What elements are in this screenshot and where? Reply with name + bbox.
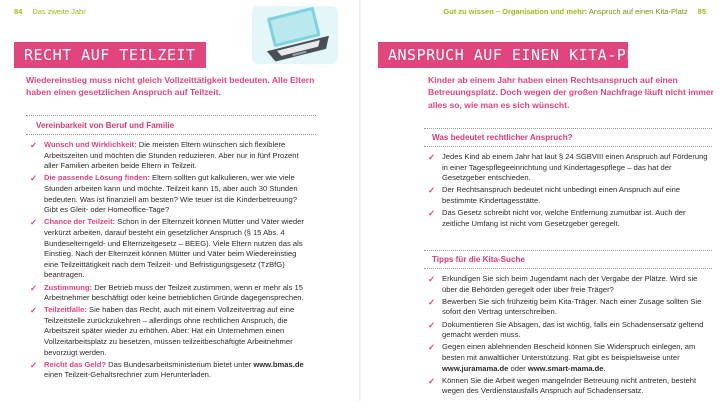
item-text: Jedes Kind ab einem Jahr hat laut § 24 SGBVIII einen Anspruch auf Förderung in einer Tagespflegeeinrichtung und Kindertagespflege – das hat der Gesetzgeber entschieden. — [442, 152, 708, 183]
item-text: Eltern sollten gut kalkulieren, wer wie viele Stunden arbeiten kann und möchte. Teilzeit kann 15, aber auch 30 Stunden bedeuten. Was ist finanziell am besten? Wie teuer ist die Kinderbetreuung? Gibt es Gleit- oder Homeoffice-Tage? — [44, 173, 298, 215]
check-icon: ✓ — [428, 274, 436, 284]
item-text: Gegen einen ablehnenden Bescheid können Sie Widerspruch einlegen, am besten mit anwaltlicher Unterstützung. Rat gibt es beispielsweise unter — [442, 342, 696, 362]
subheading: Tipps für die Kita-Suche — [432, 255, 525, 264]
item-label: Reicht das Geld? — [44, 359, 107, 369]
item-text: Die meisten Eltern wünschen sich flexiblere Arbeitszeiten und möchten die Stunden reduzieren. Aber nur in fünf Prozent aller Familien arbeiten beide Eltern in Teilzeit. — [44, 140, 299, 171]
divider — [424, 128, 712, 129]
item-label: Teilzeitfalle: — [44, 305, 87, 315]
page-number: 84 — [14, 7, 23, 16]
checklist — [30, 140, 312, 383]
header-section: Gut zu wissen – Organisation und mehr: — [443, 7, 588, 16]
checklist — [428, 274, 712, 399]
check-icon: ✓ — [428, 152, 436, 162]
list-item — [428, 152, 712, 184]
list-item — [30, 360, 312, 381]
check-icon: ✓ — [30, 282, 38, 293]
item-text: Schon in der Elternzeit können Mütter und Väter wieder verkürzt arbeiten, darauf besteht ein gesetzlicher Anspruch (§ 15 Abs. 4 Bundeselterngeld- und Elternzeitgesetz – BEEG). Viele Eltern nutzen das als Einstieg. Nach der Elternzeit können Mütter und Väter beim Wiedereinstieg eine Teilzeittätigkeit nach dem Teilzeit- und Befristigungsgesetz (TzBfG) beantragen. — [44, 217, 304, 280]
link-text[interactable]: www.juramama.de — [442, 363, 509, 373]
divider — [424, 250, 712, 251]
item-text: einen Teilzeit-Gehaltsrechner zum Herunterladen. — [44, 370, 212, 380]
right-page — [360, 0, 720, 401]
list-item — [30, 283, 312, 304]
header-title: Das zweite Jahr — [32, 7, 86, 16]
item-text: Dokumentieren Sie Absagen, das ist wichtig, falls ein Schadensersatz geltend gemacht werden muss. — [442, 319, 704, 340]
subheading: Was bedeutet rechtlicher Anspruch? — [432, 133, 573, 142]
check-icon: ✓ — [30, 217, 38, 228]
list-item — [428, 342, 712, 374]
item-text: Erkundigen Sie sich beim Jugendamt nach der Vergabe der Plätze. Wird sie über die Behörden geregelt oder über freie Träger? — [442, 274, 698, 294]
check-icon: ✓ — [428, 342, 436, 353]
divider — [26, 115, 316, 116]
check-icon: ✓ — [30, 359, 38, 370]
item-text: Sie haben das Recht, auch mit einem Vollzeitvertrag auf eine Teilzeitstelle zurückzukehren – allerdings ohne rechtlichen Anspruch, die Arbeitszeit später wieder zu erhöhen. Aber: Hat ein Unternehmen einen Vollzeitarbeitsplatz zu besetzen, müssen teilzeitbeschäftigte Arbeitnehmer bevorzugt werden. — [44, 305, 295, 357]
list-item — [428, 185, 712, 206]
item-text: Der Betrieb muss der Teilzeit zustimmen, wenn er mehr als 15 Arbeitnehmer beschäftigt oder keine betrieblichen Gründe dagegensprechen. — [44, 282, 304, 303]
left-page-header — [14, 7, 86, 16]
list-item — [30, 140, 312, 172]
section-banner: ANSPRUCH AUF EINEN KITA-PLATZ — [378, 42, 628, 68]
section-banner: RECHT AUF TEILZEIT — [14, 42, 206, 68]
item-text: Der Rechtsanspruch bedeutet nicht unbedingt einen Anspruch auf eine bestimmte Kindertagesstätte. — [442, 185, 681, 205]
check-icon: ✓ — [30, 140, 38, 150]
link-text[interactable]: www.smart-mama.de — [527, 363, 604, 373]
intro-text: Wiedereinstieg muss nicht gleich Vollzeittätigkeit bedeuten. Alle Eltern haben einen gesetzlichen Anspruch auf Teilzeit. — [26, 75, 315, 98]
intro-text: Kinder ab einem Jahr haben einen Rechtsanspruch auf einen Betreuungsplatz. Doch wegen der großen Nachfrage läuft nicht immer alles so, wie man es sich wünscht. — [428, 75, 715, 110]
list-item — [30, 217, 312, 281]
check-icon: ✓ — [428, 185, 436, 196]
list-item — [30, 173, 312, 215]
page-number: 85 — [697, 7, 706, 16]
link-text[interactable]: www.bmas.de — [253, 359, 304, 369]
item-label: Wunsch und Wirklichkeit: — [44, 140, 137, 149]
check-icon: ✓ — [428, 375, 436, 386]
list-item — [428, 297, 712, 318]
right-page-header — [443, 7, 706, 16]
check-icon: ✓ — [428, 319, 436, 330]
item-text: . — [603, 363, 606, 373]
item-text: Bewerben Sie sich frühzeitig beim Kita-Träger. Nach einer Zusage sollten Sie sofort den Vertrag unterschreiben. — [442, 296, 702, 317]
divider — [424, 146, 712, 147]
item-label: Zustimmung: — [44, 282, 93, 292]
list-item — [428, 376, 712, 397]
divider — [26, 134, 316, 135]
check-icon: ✓ — [428, 296, 436, 307]
subheading: Vereinbarkeit von Beruf und Familie — [36, 121, 175, 130]
checklist — [428, 152, 712, 231]
list-item — [428, 208, 712, 229]
item-label: Chance der Teilzeit: — [44, 217, 116, 227]
check-icon: ✓ — [30, 173, 38, 184]
divider — [424, 268, 712, 269]
list-item — [428, 320, 712, 341]
list-item — [428, 274, 712, 295]
item-label: Die passende Lösung finden: — [44, 173, 150, 183]
list-item — [30, 305, 312, 358]
check-icon: ✓ — [428, 208, 436, 219]
header-subtitle: Anspruch auf einen Kita-Platz — [587, 7, 688, 16]
item-text: Das Bundesarbeitsministerium bietet unter — [106, 359, 254, 369]
check-icon: ✓ — [30, 305, 38, 316]
item-text: Können Sie die Arbeit wegen mangelnder Betreuung nicht antreten, besteht wegen des Verdienstausfalls Anspruch auf Schadensersatz. — [442, 375, 697, 396]
item-text: Das Gesetz schreibt nicht vor, welche Entfernung zumutbar ist. Auch der zeitliche Umfang ist nicht vom Gesetzgeber geregelt. — [442, 208, 686, 228]
laptop-icon — [252, 6, 338, 64]
item-text: oder — [508, 363, 528, 373]
